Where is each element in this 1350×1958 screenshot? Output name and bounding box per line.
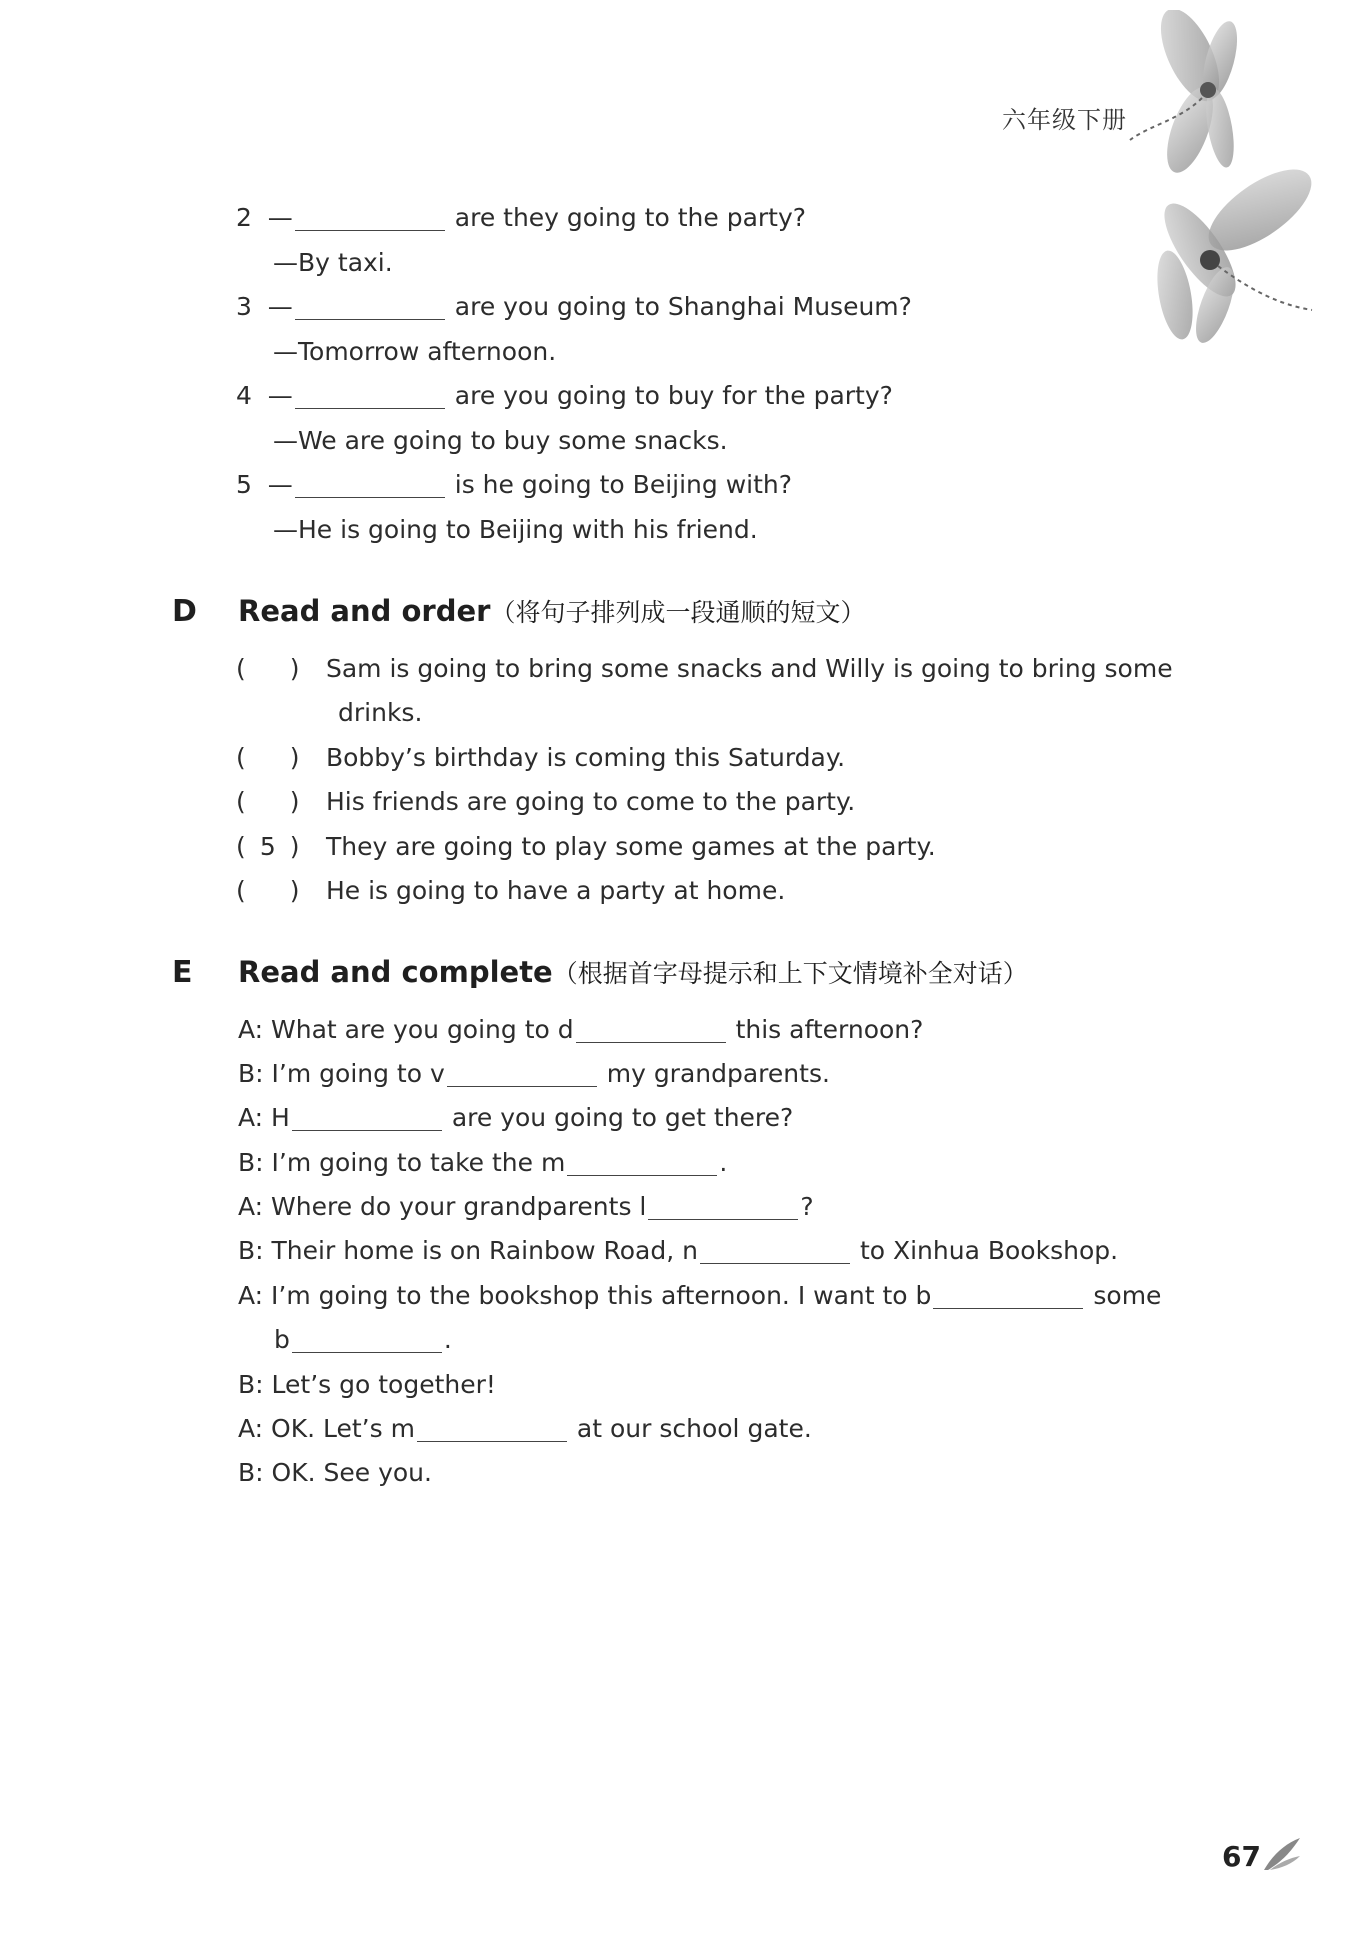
grade-label: 六年级下册: [1002, 106, 1127, 134]
blank[interactable]: [567, 1174, 717, 1176]
e-line-1: A: What are you going to d this afternoon?: [238, 1015, 924, 1044]
blank[interactable]: [417, 1440, 567, 1442]
dragonfly-top: [1130, 10, 1244, 178]
c-item-2-answer: —By taxi.: [273, 248, 393, 277]
section-e-title: Read and complete（根据首字母提示和上下文情境补全对话）: [238, 955, 1028, 989]
blank[interactable]: [295, 318, 445, 320]
section-e-letter: E: [172, 955, 193, 990]
section-d-letter: D: [172, 594, 197, 629]
leaf-icon: [1262, 1836, 1302, 1872]
d-item-1-cont: drinks.: [338, 698, 423, 727]
blank[interactable]: [648, 1218, 798, 1220]
d-item-2: ( ) Bobby’s birthday is coming this Saturday.: [236, 743, 846, 772]
c-item-3-answer: —Tomorrow afternoon.: [273, 337, 557, 366]
e-line-2: B: I’m going to v my grandparents.: [238, 1059, 830, 1088]
page-number: 67: [1222, 1840, 1261, 1873]
blank[interactable]: [447, 1085, 597, 1087]
c-item-4-answer: —We are going to buy some snacks.: [273, 426, 728, 455]
e-line-6: B: Their home is on Rainbow Road, n to Xinhua Bookshop.: [238, 1236, 1119, 1265]
dragonfly-illustration: [1120, 10, 1320, 370]
blank[interactable]: [295, 229, 445, 231]
blank[interactable]: [933, 1307, 1083, 1309]
e-line-4: B: I’m going to take the m .: [238, 1148, 728, 1177]
e-line-3: A: H are you going to get there?: [238, 1103, 794, 1132]
c-item-2-question: 2 — are they going to the party?: [236, 203, 807, 232]
c-item-5-question: 5 — is he going to Beijing with?: [236, 470, 793, 499]
c-item-4-question: 4 — are you going to buy for the party?: [236, 381, 893, 410]
e-line-9: A: OK. Let’s m at our school gate.: [238, 1414, 812, 1443]
blank[interactable]: [292, 1129, 442, 1131]
d-item-1: ( ) Sam is going to bring some snacks and Willy is going to bring some: [236, 654, 1173, 683]
blank[interactable]: [295, 407, 445, 409]
order-answer[interactable]: 5: [259, 832, 276, 861]
c-item-5-answer: —He is going to Beijing with his friend.: [273, 515, 758, 544]
e-line-5: A: Where do your grandparents l ?: [238, 1192, 814, 1221]
d-item-5: ( ) He is going to have a party at home.: [236, 876, 786, 905]
d-item-4: ( 5 ) They are going to play some games at the party.: [236, 832, 936, 861]
e-line-7: A: I’m going to the bookshop this afternoon. I want to b some: [238, 1281, 1162, 1310]
e-line-10: B: OK. See you.: [238, 1458, 432, 1487]
blank[interactable]: [576, 1041, 726, 1043]
e-line-7-cont: b .: [274, 1325, 452, 1354]
dragonfly-bottom: [1151, 154, 1320, 347]
d-item-3: ( ) His friends are going to come to the party.: [236, 787, 856, 816]
c-item-3-question: 3 — are you going to Shanghai Museum?: [236, 292, 912, 321]
blank[interactable]: [295, 496, 445, 498]
blank[interactable]: [292, 1351, 442, 1353]
e-line-8: B: Let’s go together!: [238, 1370, 496, 1399]
blank[interactable]: [700, 1262, 850, 1264]
section-d-title: Read and order（将句子排列成一段通顺的短文）: [238, 594, 866, 628]
